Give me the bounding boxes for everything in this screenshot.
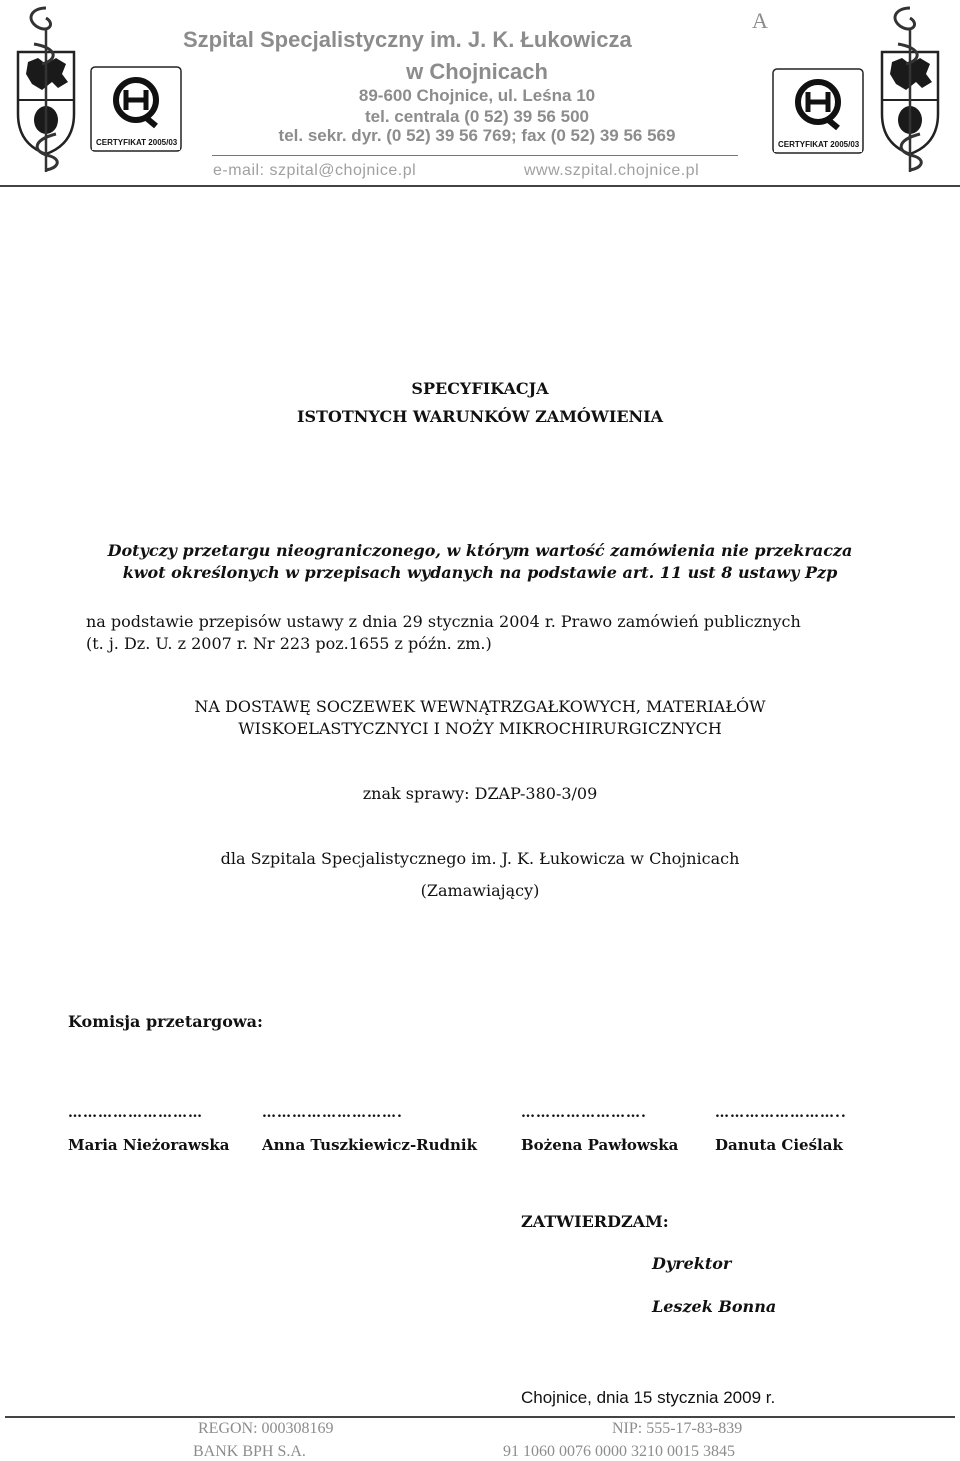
footer-nip: NIP: 555-17-83-839	[612, 1420, 743, 1437]
footer-rule	[5, 1416, 955, 1418]
legal-basis-line2: (t. j. Dz. U. z 2007 r. Nr 223 poz.1655 z późn. zm.)	[86, 634, 492, 653]
committee-member-1: Maria Nieżorawska	[68, 1136, 230, 1154]
certificate-label-left: CERTYFIKAT 2005/03	[96, 138, 178, 147]
ordering-party-role: (Zamawiający)	[420, 881, 540, 900]
case-number: znak sprawy: DZAP-380-3/09	[362, 784, 598, 803]
footer-regon: REGON: 000308169	[198, 1420, 334, 1437]
document-title-line1: SPECYFIKACJA	[411, 379, 549, 398]
website-link[interactable]: www.szpital.chojnice.pl	[524, 162, 700, 179]
signature-dots-2: ……………………….	[262, 1105, 403, 1121]
for-hospital: dla Szpitala Specjalistycznego im. J. K. Łukowicza w Chojnicach	[220, 849, 740, 868]
certificate-label-right: CERTYFIKAT 2005/03	[778, 140, 860, 149]
header-divider	[212, 155, 738, 156]
hospital-address: 89-600 Chojnice, ul. Leśna 10	[358, 86, 596, 105]
signature-dots-1: ………………………	[68, 1105, 203, 1121]
quality-certificate-icon-right	[772, 68, 864, 158]
hospital-city: w Chojnicach	[406, 59, 548, 84]
committee-member-2: Anna Tuszkiewicz-Rudnik	[262, 1136, 478, 1154]
document-title-line2: ISTOTNYCH WARUNKÓW ZAMÓWIENIA	[296, 407, 664, 426]
committee-member-4: Danuta Cieślak	[715, 1136, 843, 1154]
committee-heading: Komisja przetargowa:	[68, 1012, 263, 1031]
document-date: Chojnice, dnia 15 stycznia 2009 r.	[521, 1388, 776, 1407]
email-link[interactable]: e-mail: szpital@chojnice.pl	[213, 162, 417, 179]
phone-secretary-fax: tel. sekr. dyr. (0 52) 39 56 769; fax (0 52) 39 56 569	[278, 126, 676, 145]
subject-line2: WISKOELASTYCZNYCI I NOŻY MIKROCHIRURGICZNYCH	[238, 719, 722, 738]
intro-line2: kwot określonych w przepisach wydanych na podstawie art. 11 ust 8 ustawy Pzp	[122, 563, 838, 582]
footer-bank: BANK BPH S.A.	[193, 1443, 306, 1460]
corner-letter: A	[752, 8, 768, 33]
hospital-name: Szpital Specjalistyczny im. J. K. Łukowicza	[183, 27, 632, 52]
approver-name: Leszek Bonna	[652, 1297, 777, 1316]
footer-account: 91 1060 0076 0000 3210 0015 3845	[503, 1443, 735, 1460]
legal-basis-line1: na podstawie przepisów ustawy z dnia 29 stycznia 2004 r. Prawo zamówień publicznych	[86, 612, 801, 631]
committee-member-3: Bożena Pawłowska	[521, 1136, 679, 1154]
signature-dots-4: ……………………..	[715, 1105, 847, 1121]
header-bottom-rule	[0, 185, 960, 187]
signature-dots-3: …………………….	[521, 1105, 647, 1121]
intro-line1: Dotyczy przetargu nieograniczonego, w którym wartość zamówienia nie przekracza	[107, 541, 853, 560]
approver-position: Dyrektor	[652, 1254, 732, 1273]
approval-heading: ZATWIERDZAM:	[521, 1212, 669, 1231]
phone-central: tel. centrala (0 52) 39 56 500	[365, 107, 589, 126]
subject-line1: NA DOSTAWĘ SOCZEWEK WEWNĄTRZGAŁKOWYCH, MATERIAŁÓW	[194, 697, 766, 716]
hospital-crest-icon-right	[876, 4, 944, 178]
